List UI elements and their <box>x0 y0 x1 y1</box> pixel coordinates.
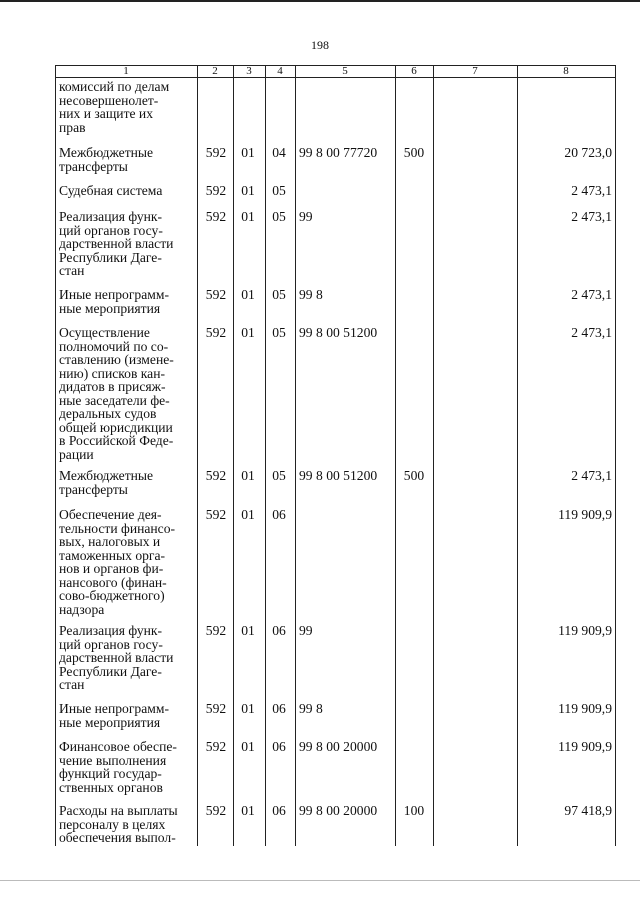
subsection-code: 05 <box>272 183 286 198</box>
amount: 2 473,1 <box>571 287 612 302</box>
section-code: 01 <box>241 325 255 340</box>
amount: 2 473,1 <box>571 325 612 340</box>
ministry-code: 592 <box>205 209 227 224</box>
row-label: Иные непрограмм- ные мероприятия <box>59 701 169 730</box>
column-header: 6 <box>411 65 417 77</box>
subsection-code: 05 <box>272 468 286 483</box>
row-label: Межбюджетные трансферты <box>59 145 154 174</box>
col-divider <box>265 65 266 846</box>
subsection-code: 05 <box>272 287 286 302</box>
ministry-code: 592 <box>205 623 227 638</box>
target-article-code: 99 8 <box>299 287 323 302</box>
target-article-code: 99 8 <box>299 701 323 716</box>
section-code: 01 <box>241 507 255 522</box>
target-article-code: 99 8 00 51200 <box>299 468 378 483</box>
ministry-code: 592 <box>205 145 227 160</box>
row-label: Судебная система <box>59 183 163 198</box>
target-article-code: 99 8 00 51200 <box>299 325 378 340</box>
subsection-code: 06 <box>272 623 286 638</box>
row-label: Осуществление полномочий по со- ставлению (измене- нию) списков кан- дидатов в присяж- ные заседатели фе- деральных судов общей юрисдикции в Российской Феде- рации <box>59 325 174 462</box>
ministry-code: 592 <box>205 507 227 522</box>
subsection-code: 06 <box>272 701 286 716</box>
ministry-code: 592 <box>205 325 227 340</box>
subsection-code: 06 <box>272 803 286 818</box>
column-header: 7 <box>472 65 478 77</box>
subsection-code: 05 <box>272 325 286 340</box>
top-border <box>0 0 640 2</box>
row-label: комиссий по делам несовершенолет- них и защите их прав <box>59 79 170 135</box>
row-label: Финансовое обеспе- чение выполнения функций государ- ственных органов <box>59 739 177 795</box>
amount: 97 418,9 <box>564 803 612 818</box>
row-label: Реализация функ- ций органов госу- дарственной власти Республики Даге- стан <box>59 623 174 692</box>
amount: 119 909,9 <box>558 739 612 754</box>
ministry-code: 592 <box>205 468 227 483</box>
col-divider <box>233 65 234 846</box>
row-label: Расходы на выплаты персоналу в целях обеспечения выпол- <box>59 803 178 845</box>
amount: 2 473,1 <box>571 209 612 224</box>
amount: 2 473,1 <box>571 468 612 483</box>
bottom-rule <box>0 880 640 881</box>
section-code: 01 <box>241 183 255 198</box>
expense-type-code: 500 <box>403 468 425 483</box>
section-code: 01 <box>241 623 255 638</box>
target-article-code: 99 <box>299 209 313 224</box>
subsection-code: 04 <box>272 145 286 160</box>
ministry-code: 592 <box>205 701 227 716</box>
ministry-code: 592 <box>205 287 227 302</box>
amount: 119 909,9 <box>558 701 612 716</box>
target-article-code: 99 <box>299 623 313 638</box>
page-number: 198 <box>311 38 329 52</box>
column-header: 8 <box>563 65 569 77</box>
ministry-code: 592 <box>205 739 227 754</box>
subsection-code: 06 <box>272 507 286 522</box>
amount: 2 473,1 <box>571 183 612 198</box>
section-code: 01 <box>241 468 255 483</box>
column-header: 2 <box>212 65 218 77</box>
row-label: Межбюджетные трансферты <box>59 468 154 497</box>
section-code: 01 <box>241 209 255 224</box>
expense-type-code: 500 <box>403 145 425 160</box>
row-label: Обеспечение дея- тельности финансо- вых, налоговых и таможенных орга- нов и органов фи- нансового (финан- сово-бюджетного) надзора <box>59 507 176 617</box>
section-code: 01 <box>241 701 255 716</box>
col-divider <box>433 65 434 846</box>
target-article-code: 99 8 00 20000 <box>299 803 378 818</box>
header-bottom-rule <box>55 77 616 78</box>
amount: 119 909,9 <box>558 623 612 638</box>
col-divider <box>395 65 396 846</box>
budget-table <box>55 65 616 846</box>
column-header: 1 <box>123 65 129 77</box>
expense-type-code: 100 <box>403 803 425 818</box>
section-code: 01 <box>241 739 255 754</box>
row-label: Иные непрограмм- ные мероприятия <box>59 287 169 316</box>
target-article-code: 99 8 00 20000 <box>299 739 378 754</box>
ministry-code: 592 <box>205 183 227 198</box>
col-divider <box>517 65 518 846</box>
col-divider <box>615 65 616 846</box>
col-divider <box>295 65 296 846</box>
col-divider <box>55 65 56 846</box>
subsection-code: 06 <box>272 739 286 754</box>
amount: 119 909,9 <box>558 507 612 522</box>
column-header: 5 <box>342 65 348 77</box>
ministry-code: 592 <box>205 803 227 818</box>
column-header: 3 <box>246 65 252 77</box>
section-code: 01 <box>241 803 255 818</box>
column-header: 4 <box>277 65 283 77</box>
section-code: 01 <box>241 287 255 302</box>
section-code: 01 <box>241 145 255 160</box>
row-label: Реализация функ- ций органов госу- дарственной власти Республики Даге- стан <box>59 209 174 278</box>
subsection-code: 05 <box>272 209 286 224</box>
amount: 20 723,0 <box>564 145 612 160</box>
target-article-code: 99 8 00 77720 <box>299 145 378 160</box>
